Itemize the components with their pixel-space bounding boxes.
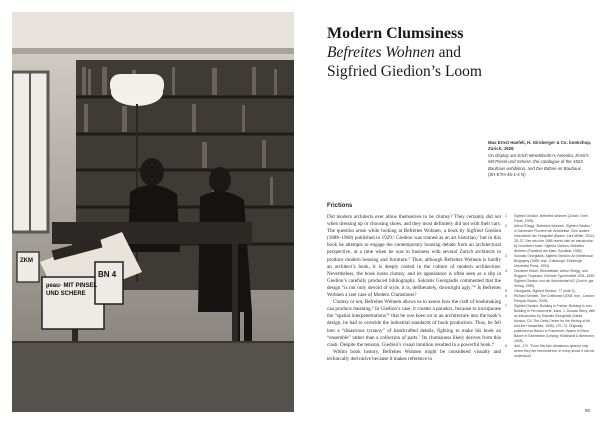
poster-text-mit-pinsel: µeau· MIT PINSEL UND SCHERE bbox=[46, 283, 98, 297]
caption-reference: (ZH-ETH-45-1-4 N) bbox=[488, 172, 526, 178]
footnote-text: Richard Sennett, The Craftsman (2008; repr., London: Penguin Books, 2009). bbox=[514, 294, 595, 303]
title-subtitle-rest: and bbox=[434, 44, 462, 61]
footnote-number: 5 bbox=[505, 289, 507, 293]
footnote bbox=[505, 294, 595, 304]
footnote bbox=[505, 269, 595, 289]
section-heading: Frictions bbox=[327, 203, 353, 209]
bookshop-photograph bbox=[12, 12, 294, 412]
footnote bbox=[505, 254, 595, 269]
paragraph: Did modern architects ever allow themselves to be clumsy? They certainly did not when dressing up or choosing shoes, and they most definitely did not with their cars. The question arose while looking at Befreites Wohnen, a book by Sigfried Giedion (1888–1968) published in 1929.¹ Giedion was trained as an art historian,² but in this book he attempts to engage the contemporary housing debate from an architectural perspective, at a time when he was in business with several Zurich architects to produce modern housing and furniture.³ Thus, although Befreites Wohnen is hardly an architect’s book, it is deeply rooted in the culture of modern architecture. Nevertheless, the book looks clumsy, and its appearance is often seen as a slip in Giedion’s carefully produced bibliography. Sokratis Georgiadis commented that the design “is not only devoid of style, it is, deliberately, downright ugly.”⁴ Is Befreites Wohnen a rare case of Modern Clumsiness? bbox=[327, 214, 501, 299]
footnote-number: 1 bbox=[505, 214, 507, 218]
footnote-text: Ibid., 170. “From this fact: disastrous tyranny only where they are remembered. In every sense it can be understood bbox=[514, 344, 595, 358]
poster-text-bn4: BN 4 bbox=[98, 270, 117, 279]
chapter-title bbox=[327, 24, 587, 81]
footnote bbox=[505, 214, 595, 224]
photo-caption bbox=[488, 140, 592, 178]
footnote-number: 4 bbox=[505, 269, 507, 273]
title-subtitle-italic: Befreites Wohnen bbox=[327, 44, 435, 61]
footnote-text: Dorothee Huber, Wohnbedarf, Arthur Rüegg, and Ruggero Tropeano, Schöner Typenmöbel 1931–1939: Sigfried Giedion und die Wohnbedarf AG (Zurich: gta Verlag, 1989). bbox=[514, 269, 595, 288]
caption-body: On display are Erich Mendelsohn’s Amerika, Ernst’s Mit Pinsel und Schere, the catalogue of the 1923 Bauhaus exhibition, and Die Bühne im Bauhaus. bbox=[488, 152, 589, 171]
footnote-number: 6 bbox=[505, 294, 507, 298]
caption-heading: Max Ernst Haefeli, H. Girsberger & Co. bookshop, Zurich, 1926 bbox=[488, 140, 592, 152]
title-subtitle-line-1 bbox=[327, 43, 587, 62]
footnote-text: Sokratis Georgiadis, Sigfried Giedion: An Intellectual Biography (1989; repr., Edinburgh: Edinburgh University Press, 1993). bbox=[514, 254, 593, 268]
title-main: Modern Clumsiness bbox=[327, 25, 464, 42]
footnote bbox=[505, 344, 595, 359]
paragraph: Clumsy or not, Befreites Wohnen allows us to assess how the craft of bookmaking can produce meaning.⁵ In Giedion’s case, it creates a paradox, because to incorporate the “spatial interpenetrations”⁶ that he was keen on in an architecture into the book’s design, he had to override the industrial standards of book production. Thus, he fell into a “disastrous tyranny” of handcrafted details, fighting to make his book an “ensemble” rather than a collection of parts.⁷ Its clumsiness likely derives from this clash. Despite the tension, Giedion’s visual intuition resulted in a powerful book.⁸ bbox=[327, 299, 501, 348]
footnote-number: 2 bbox=[505, 224, 507, 228]
footnote-text: Georgiadis, Sigfried Giedion, 77 (note 3). bbox=[514, 289, 576, 293]
page-number: 60 bbox=[584, 408, 590, 413]
footnote-text: Sigfried Giedion, Building in France, Building in Iron, Building in Ferroconcrete, trans. J. Duncan Berry, with an introduction by Sokratis Georgiadis (Santa Monica, CA: The Getty Center for the History of Art and the Humanities, 1995), 170–73. Originally published as Bauen in Frankreich, Bauen in Eisen, Bauen in Eisenbeton (Leipzig: Klinkhardt & Biermann, 1928). bbox=[514, 304, 595, 343]
body-text bbox=[327, 214, 501, 363]
title-subtitle-line-2: Sigfried Giedion’s Loom bbox=[327, 63, 482, 80]
paragraph: Within book history, Befreites Wohnen might be considered visually and technically derivative because it makes reference to bbox=[327, 348, 501, 362]
footnote bbox=[505, 224, 595, 254]
footnote bbox=[505, 304, 595, 344]
poster-text-zkm: ZKM bbox=[20, 258, 33, 264]
footnote-number: 8 bbox=[505, 344, 507, 348]
footnote-text: Sigfried Giedion, Befreites Wohnen (Zurich: Orell Füssli, 1929). bbox=[514, 214, 588, 223]
footnote-number: 7 bbox=[505, 304, 507, 308]
footnotes bbox=[505, 214, 595, 359]
footnote-number: 3 bbox=[505, 254, 507, 258]
footnote-text: Arthur Rüegg, “Befreites Wohnen, Sigfried Giedion,” in Schweizer Pioniere der Architektur. Eine andere Geschichte der Fotografie (Baden: Lars Müller, 2022), 25–37. See also the 1985 reprint with an introduction by Dorothee Huber: Sigfried Giedion, Befreites Wohnen (Frankfurt am Main: Syndikat, 1985). bbox=[514, 224, 595, 253]
